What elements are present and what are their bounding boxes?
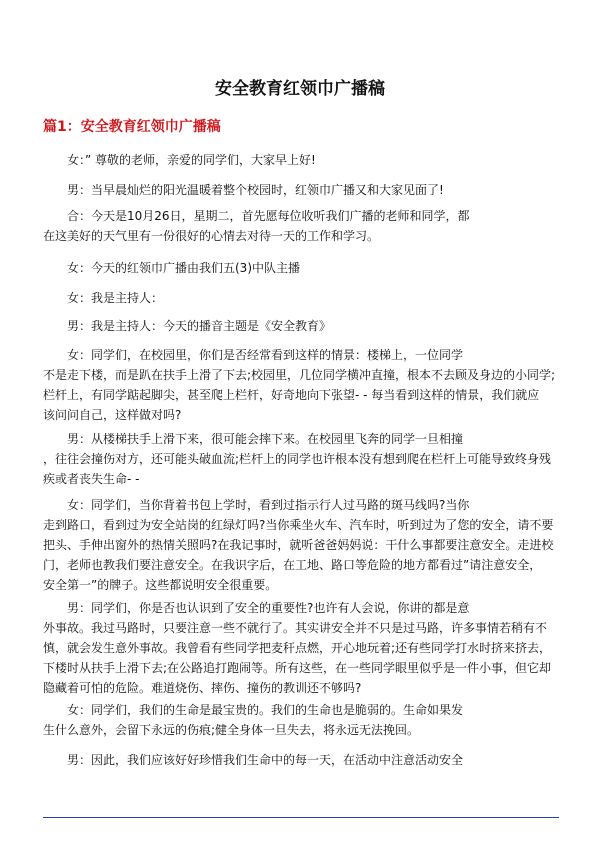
text-line: 女：同学们，我们的生命是最宝贵的。我们的生命也是脆弱的。生命如果发: [67, 703, 464, 717]
text-line: 生什么意外，会留下永远的伤痕;健全身体一旦失去，将永远无法挽回。: [43, 723, 420, 737]
text-line: 疾或者丧失生命- -: [43, 472, 140, 486]
text-line: 男：我是主持人：今天的播音主题是《安全教育》: [67, 319, 332, 333]
footer-divider: [43, 817, 559, 818]
text-line: 女：” 尊敬的老师，亲爱的同学们，大家早上好!: [67, 153, 316, 167]
text-line: 下楼时从扶手上滑下去;在公路追打跑闹等。所有这些，在一些同学眼里似乎是一件小事，但它却: [43, 661, 552, 675]
text-line: 在这美好的天气里有一份很好的心情去对待一天的工作和学习。: [43, 229, 380, 243]
text-line: 男：因此，我们应该好好珍惜我们生命中的每一天，在活动中注意活动安全: [67, 753, 464, 767]
paragraph: [43, 345, 559, 425]
text-line: 慎，就会发生意外事故。我曾看有些同学把麦秆点燃，开心地玩着;还有些同学打水时挤来挤去，: [43, 641, 552, 655]
text-line: 男：同学们，你是否也认识到了安全的重要性?也许有人会说，你讲的都是意: [67, 601, 470, 615]
paragraph: [43, 316, 559, 336]
paragraph: [43, 180, 559, 200]
paragraph: [43, 258, 559, 278]
text-line: 女：同学们，当你背着书包上学时，看到过指示行人过马路的斑马线吗?当你: [67, 498, 470, 512]
text-line: 门，老师也教我们要注意安全。在我识字后，在工地、路口等危险的地方都看过”请注意安全，: [43, 558, 542, 572]
document-title: 安全教育红领巾广播稿: [215, 79, 385, 99]
text-line: ，往往会撞伤对方，还可能头破血流;栏杆上的同学也许根本没有想到爬在栏杆上可能导致终身残: [43, 452, 552, 466]
text-line: 男：当早晨灿烂的阳光温暖着整个校园时，红领巾广播又和大家见面了!: [67, 183, 444, 197]
text-line: 女：我是主持人：: [67, 291, 164, 305]
paragraph: [43, 150, 559, 170]
text-line: 外事故。我过马路时，只要注意一些不就行了。其实讲安全并不只是过马路，许多事情若稍有不: [43, 621, 548, 635]
text-line: 安全第一”的牌子。这些都说明安全很重要。: [43, 578, 278, 592]
text-line: 不是走下楼，而是趴在扶手上滑了下去;校园里，几位同学横冲直撞，根本不去顾及身边的小同学;: [43, 368, 556, 382]
text-line: 该问问自己，这样做对吗?: [43, 408, 182, 422]
paragraph: [43, 206, 559, 246]
text-line: 走到路口，看到过为安全站岗的红绿灯吗?当你乘坐火车、汽车时，听到过为了您的安全，请不要: [43, 518, 554, 532]
text-line: 栏杆上，有同学踮起脚尖，甚至爬上栏杆，好奇地向下张望- - 每当看到这样的情景，我们就应: [43, 388, 540, 402]
paragraph: [43, 598, 559, 698]
text-line: 女：今天的红领巾广播由我们五(3)中队主播: [67, 261, 300, 275]
text-line: 合：今天是10月26日，星期二，首先愿每位收听我们广播的老师和同学，都: [67, 209, 470, 223]
text-line: 隐藏着可怕的危险。难道烧伤、摔伤、撞伤的教训还不够吗?: [43, 681, 362, 695]
text-line: 把头、手伸出窗外的热情关照吗?在我记事时，就听爸爸妈妈说：干什么事都要注意安全。走进校: [43, 538, 554, 552]
section-heading: 篇1：安全教育红领巾广播稿: [43, 119, 221, 135]
paragraph: [43, 700, 559, 740]
text-line: 女：同学们，在校园里，你们是否经常看到这样的情景：楼梯上，一位同学: [67, 348, 464, 362]
paragraph: [43, 288, 559, 308]
paragraph: [43, 429, 559, 489]
text-line: 男：从楼梯扶手上滑下来，很可能会摔下来。在校园里飞奔的同学一旦相撞: [67, 432, 464, 446]
paragraph: [43, 495, 559, 595]
paragraph: [43, 750, 559, 770]
